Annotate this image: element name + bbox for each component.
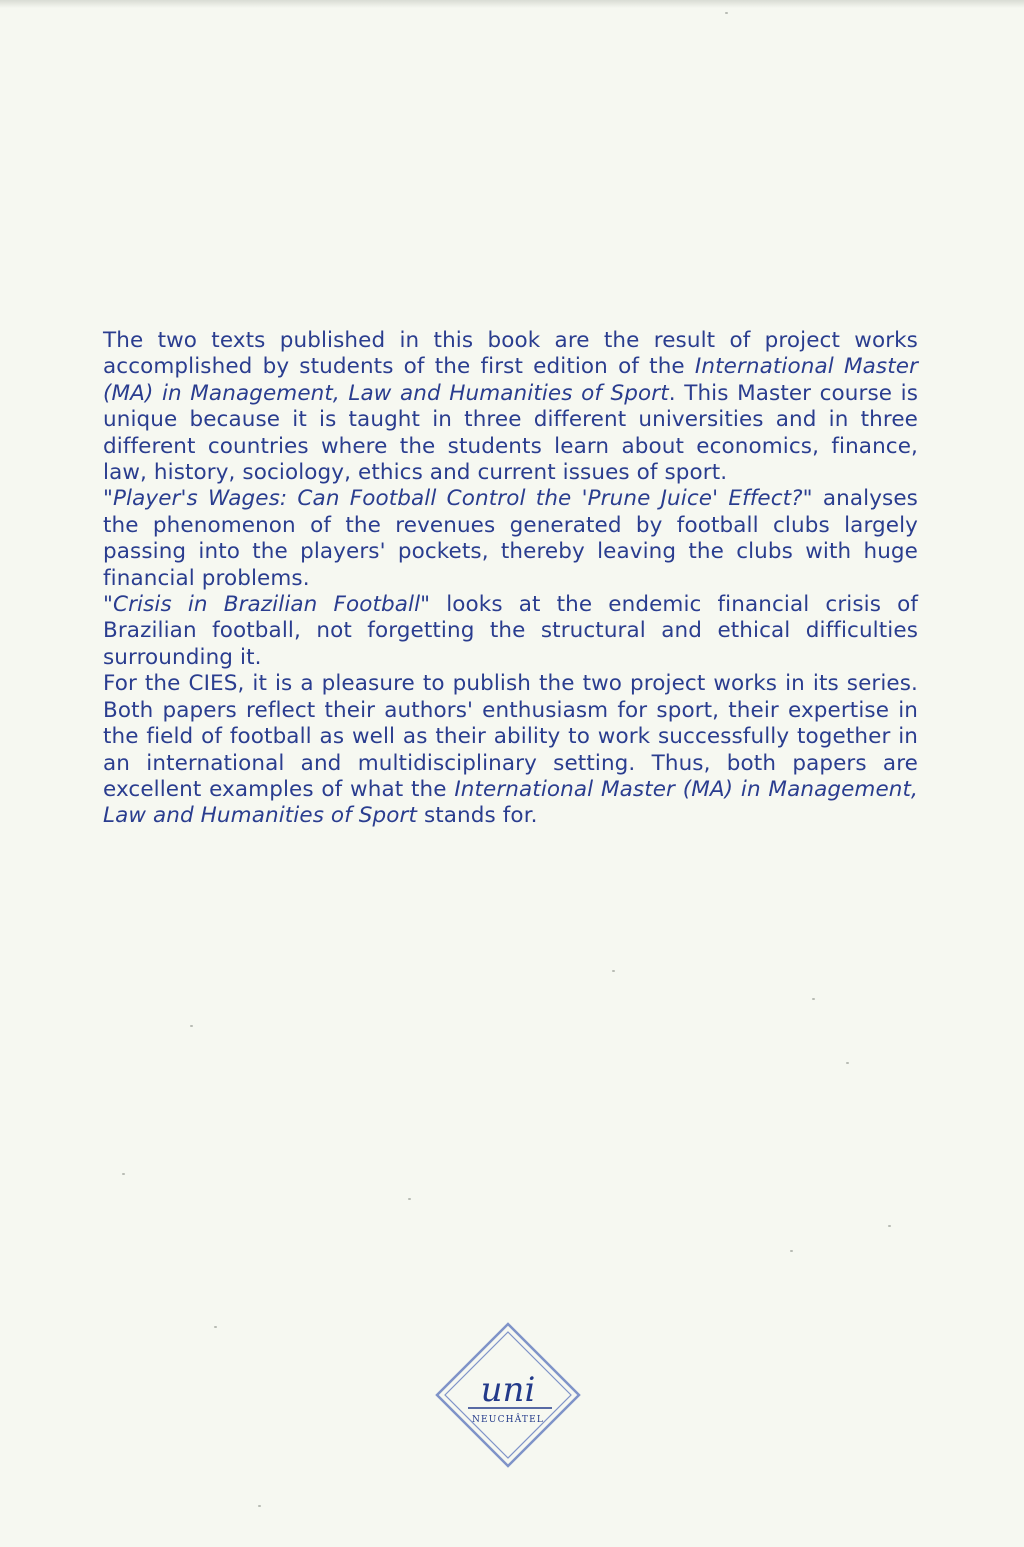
paper-top-edge: [0, 0, 1024, 8]
blurb-italic-text: International Master (MA) in Management, Law and Humanities of Sport: [103, 776, 918, 829]
paper-speck: [612, 970, 615, 972]
paper-speck: [812, 998, 815, 1000]
blurb-paragraph-1: [103, 328, 918, 486]
paper-speck: [888, 1225, 891, 1227]
blurb-paragraph-3: [103, 592, 918, 671]
blurb-text: The two texts published in this book are the result of project works accomplished by students of the first edition of the: [103, 328, 918, 380]
blurb-italic-text: International Master (MA) in Management, Law and Humanities of Sport: [103, 354, 919, 406]
uni-neuchatel-logo: [434, 1321, 582, 1469]
blurb-paragraph-4: [103, 671, 918, 829]
paper-speck: [725, 12, 728, 14]
blurb-paragraph-2: [103, 486, 918, 592]
paper-speck: [190, 1025, 193, 1027]
paper-speck: [122, 1173, 125, 1175]
logo-subtitle: NEUCHÂTEL: [471, 1415, 545, 1425]
logo-wordmark: uni: [480, 1370, 536, 1410]
blurb-text: looks at the endemic financial crisis of Brazilian football, not forgetting the structural and ethical difficulties surrounding it.: [103, 592, 919, 670]
blurb-text: analyses the phenomenon of the revenues generated by football clubs largely passing into the players' pockets, thereby leaving the clubs with huge financial problems.: [103, 486, 918, 591]
paper-speck: [214, 1326, 217, 1328]
blurb-text: For the CIES, it is a pleasure to publish the two project works in its series. Both papers reflect their authors' enthusiasm for sport, their expertise in the field of football as well as their ability to work successfully together in an international and multidisciplinary setting. Thus, both papers are excellent examples of what the: [103, 671, 918, 802]
blurb-italic-text: "Crisis in Brazilian Football": [103, 592, 431, 618]
back-cover-blurb: [103, 328, 918, 830]
paper-speck: [846, 1062, 849, 1064]
paper-speck: [408, 1198, 411, 1200]
paper-speck: [790, 1250, 793, 1252]
blurb-text: stands for.: [417, 803, 538, 829]
blurb-italic-text: "Player's Wages: Can Football Control the 'Prune Juice' Effect?": [103, 486, 813, 512]
blurb-text: . This Master course is unique because it is taught in three different universities and in three different countries where the students learn about economics, finance, law, history, sociology, ethics and current issues of sport.: [103, 380, 919, 486]
paper-speck: [258, 1505, 261, 1507]
